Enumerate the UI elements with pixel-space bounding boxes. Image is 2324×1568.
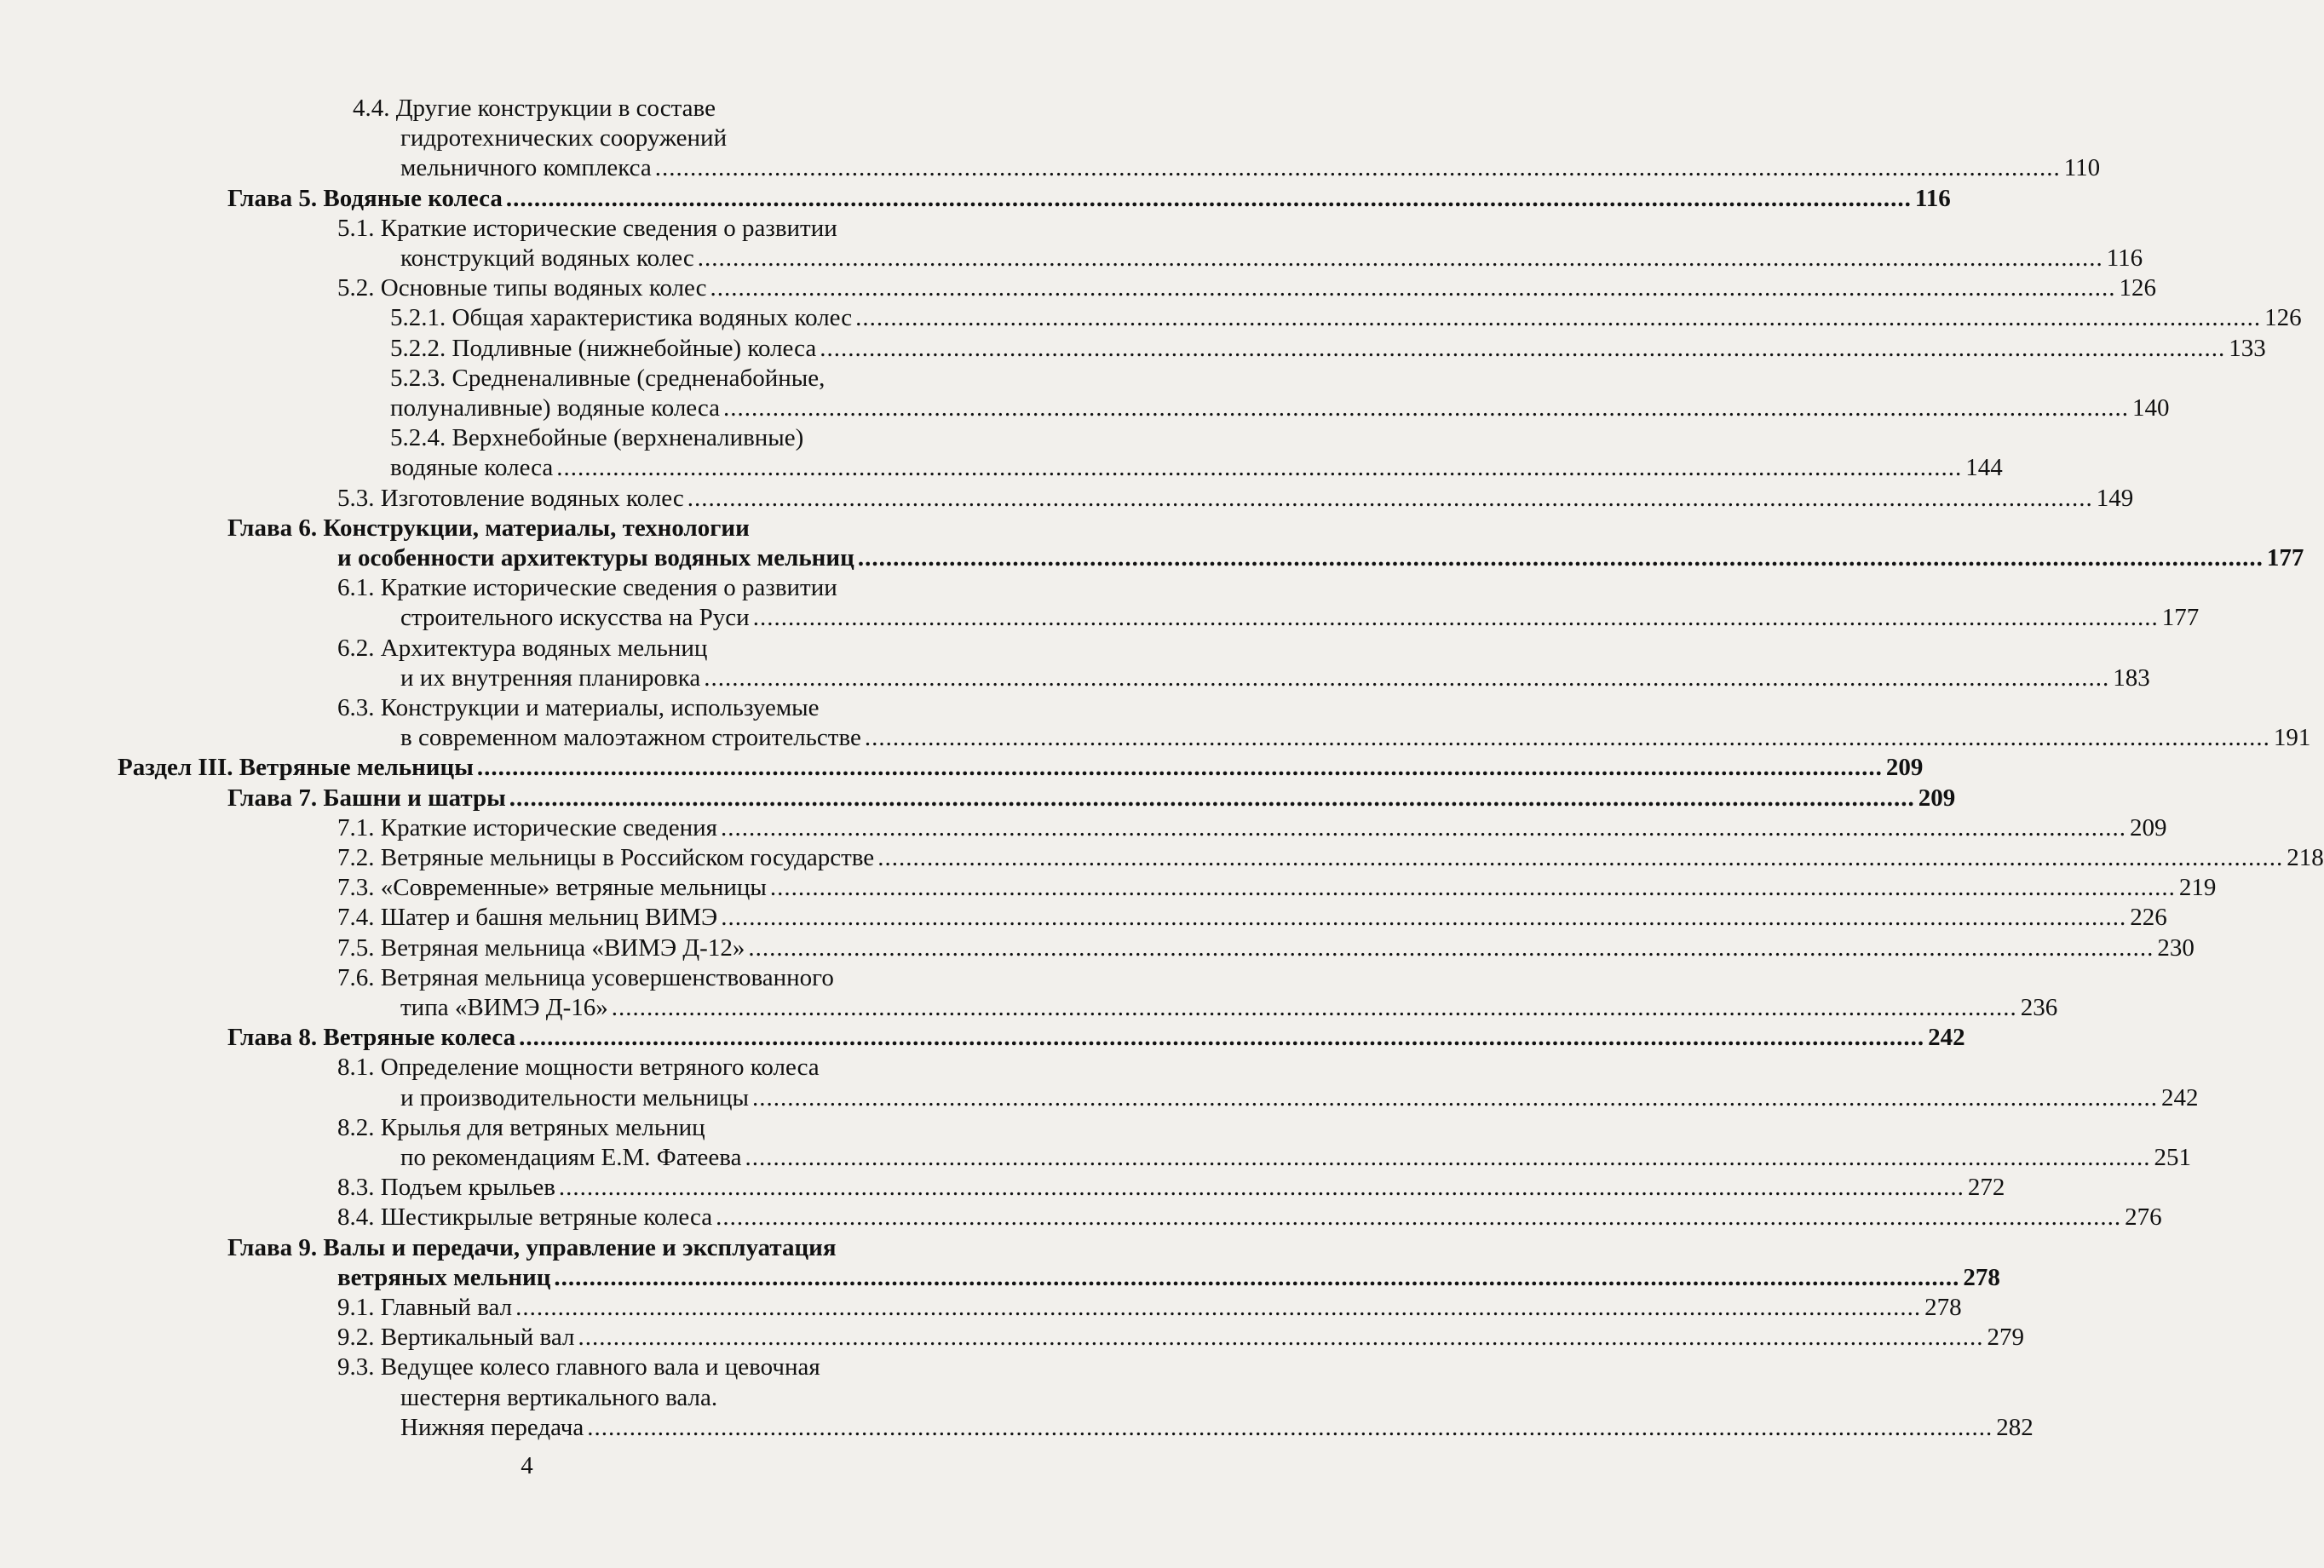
leader-dots: ........................................................................................................................................................................................................	[515, 1294, 1922, 1321]
toc-page-number: 236	[2020, 994, 2058, 1021]
toc-entry-title: 5.3. Изготовление водяных колес	[337, 484, 684, 512]
toc-entry-title: Глава 8. Ветряные колеса	[227, 1024, 516, 1052]
toc-entry-title: водяные колеса	[390, 454, 554, 482]
toc-entry-line	[0, 963, 1054, 993]
toc-page-number: 251	[2154, 1144, 2191, 1171]
toc-page-number: 219	[2178, 874, 2217, 902]
toc-page-number: 278	[1924, 1294, 1962, 1321]
leader-dots: ........................................................................................................................................................................................................	[721, 813, 2126, 841]
toc-entry-line	[0, 723, 2311, 753]
toc-page-number: 226	[2130, 904, 2167, 932]
toc-page-number: 209	[2130, 813, 2167, 841]
leader-dots: ........................................................................................................................................................................................................	[519, 1024, 1925, 1052]
toc-page-number: 116	[1914, 184, 1951, 212]
toc-entry-line	[0, 753, 1924, 783]
toc-entry-title: 7.5. Ветряная мельница «ВИМЭ Д-12»	[337, 933, 745, 962]
toc-page-number: 279	[1987, 1324, 2024, 1352]
toc-entry-line	[0, 184, 1951, 214]
leader-dots: ........................................................................................................................................................................................................	[611, 994, 2017, 1021]
toc-entry-title: шестерня вертикального вала.	[400, 1383, 718, 1411]
toc-entry-title: мельничного комплекса	[400, 154, 652, 182]
toc-entry-line	[0, 873, 2217, 903]
toc-entry-line	[0, 153, 2101, 183]
toc-entry-line	[0, 1383, 1054, 1413]
leader-dots: ........................................................................................................................................................................................................	[857, 544, 2264, 571]
leader-dots: ........................................................................................................................................................................................................	[716, 1203, 2122, 1232]
toc-entry-line	[0, 1353, 1054, 1382]
leader-dots: ........................................................................................................................................................................................................	[505, 184, 1912, 212]
toc-page-number: 177	[2266, 544, 2304, 571]
toc-page-number: 282	[1996, 1413, 2034, 1441]
toc-entry-line	[0, 543, 2304, 573]
toc-page-number: 126	[2264, 304, 2302, 332]
toc-entry-title: по рекомендациям Е.М. Фатеева	[400, 1144, 742, 1171]
leader-dots: ........................................................................................................................................................................................................	[820, 334, 2226, 362]
toc-page-number: 116	[2106, 244, 2143, 272]
toc-entry-line	[0, 843, 2324, 873]
toc-entry-title: 7.3. «Современные» ветряные мельницы	[337, 874, 767, 902]
toc-entry-title: Нижняя передача	[400, 1413, 584, 1441]
toc-page-number: 230	[2157, 933, 2195, 962]
toc-entry-title: Глава 5. Водяные колеса	[227, 184, 503, 212]
toc-entry-title: и производительности мельницы	[400, 1083, 749, 1111]
leader-dots: ........................................................................................................................................................................................................	[556, 454, 1963, 482]
toc-entry-title: строительного искусства на Руси	[400, 604, 750, 632]
leader-dots: ........................................................................................................................................................................................................	[745, 1144, 2151, 1171]
leader-dots: ........................................................................................................................................................................................................	[704, 663, 2110, 692]
toc-entry-line	[0, 1203, 2162, 1232]
leader-dots: ........................................................................................................................................................................................................	[578, 1324, 1984, 1352]
toc-entry-line	[0, 903, 2167, 933]
toc-entry-line	[0, 244, 2143, 273]
toc-page-number: 191	[2273, 724, 2311, 752]
toc-page-number: 140	[2132, 394, 2170, 422]
toc-entry-title: конструкций водяных колес	[400, 244, 694, 272]
leader-dots: ........................................................................................................................................................................................................	[752, 604, 2159, 632]
toc-entry-title: типа «ВИМЭ Д-16»	[400, 994, 608, 1021]
leader-dots: ........................................................................................................................................................................................................	[710, 274, 2116, 302]
leader-dots: ........................................................................................................................................................................................................	[769, 874, 2176, 902]
toc-entry-line	[0, 663, 2150, 693]
toc-page-number: 242	[1928, 1024, 1965, 1052]
leader-dots: ........................................................................................................................................................................................................	[654, 154, 2061, 182]
toc-page-number: 209	[1918, 784, 1956, 812]
toc-entry-line	[0, 423, 1054, 453]
toc-page-number: 272	[1967, 1174, 2005, 1202]
toc-entry-line	[0, 784, 1956, 813]
toc-entry-title: 7.2. Ветряные мельницы в Российском государстве	[337, 844, 875, 871]
toc-entry-title: 6.3. Конструкции и материалы, используемые	[337, 694, 820, 721]
toc-page-number: 144	[1965, 454, 2003, 482]
leader-dots: ........................................................................................................................................................................................................	[864, 724, 2270, 752]
toc-entry-title: 4.4. Другие конструкции в составе	[353, 95, 716, 122]
toc-entry-line	[0, 123, 1054, 153]
toc-entry-line	[0, 603, 2200, 633]
toc-entry-title: 5.2. Основные типы водяных колес	[337, 274, 707, 302]
toc-entry-title: 8.2. Крылья для ветряных мельниц	[337, 1113, 705, 1141]
toc-entry-title: Глава 9. Валы и передачи, управление и эксплуатация	[227, 1233, 837, 1261]
toc-entry-title: Раздел III. Ветряные мельницы	[118, 754, 474, 782]
toc-entry-title: 8.3. Подъем крыльев	[337, 1174, 555, 1202]
leader-dots: ........................................................................................................................................................................................................	[558, 1174, 1964, 1202]
toc-entry-title: гидротехнических сооружений	[400, 124, 728, 152]
leader-dots: ........................................................................................................................................................................................................	[723, 394, 2129, 422]
toc-entry-line	[0, 334, 2266, 364]
toc-entry-title: Глава 6. Конструкции, материалы, технологии	[227, 514, 750, 542]
toc-entry-line	[0, 1023, 1965, 1053]
toc-page-number: 276	[2125, 1203, 2162, 1232]
toc-entry-line	[0, 94, 1054, 123]
toc-entry-title: и их внутренняя планировка	[400, 663, 701, 692]
toc-entry-line	[0, 813, 2167, 843]
toc-entry-line	[0, 993, 2058, 1023]
toc-entry-title: 8.4. Шестикрылые ветряные колеса	[337, 1203, 713, 1232]
toc-entry-title: 9.2. Вертикальный вал	[337, 1324, 575, 1352]
toc-entry-line	[0, 1263, 2000, 1293]
toc-entry-title: 9.1. Главный вал	[337, 1294, 513, 1321]
leader-dots: ........................................................................................................................................................................................................	[748, 933, 2154, 962]
toc-page-number: 183	[2113, 663, 2150, 692]
toc-entry-line	[0, 573, 1054, 603]
toc-entry-line	[0, 273, 2157, 303]
toc-entry-line	[0, 484, 2134, 514]
leader-dots: ........................................................................................................................................................................................................	[687, 484, 2093, 512]
toc-entry-line	[0, 1323, 2024, 1353]
toc-entry-title: 5.1. Краткие исторические сведения о развитии	[337, 214, 837, 242]
toc-entry-line	[0, 1143, 2191, 1173]
toc-entry-title: 8.1. Определение мощности ветряного колеса	[337, 1054, 820, 1082]
toc-entry-title: полуналивные) водяные колеса	[390, 394, 720, 422]
toc-entry-title: 9.3. Ведущее колесо главного вала и цевочная	[337, 1353, 820, 1381]
toc-entry-line	[0, 303, 2302, 333]
leader-dots: ........................................................................................................................................................................................................	[587, 1413, 1993, 1441]
toc-entry-title: 5.2.1. Общая характеристика водяных колес	[390, 304, 853, 332]
toc-entry-title: 7.6. Ветряная мельница усовершенствованного	[337, 963, 834, 991]
toc-page-number: 133	[2229, 334, 2266, 362]
toc-page-number: 218	[2287, 844, 2324, 871]
toc-entry-title: 5.2.4. Верхнебойные (верхненаливные)	[390, 424, 804, 452]
toc-page-number: 177	[2161, 604, 2200, 632]
toc-entry-title: Глава 7. Башни и шатры	[227, 784, 506, 812]
toc-entry-line	[0, 453, 2003, 483]
toc-entry-line	[0, 1233, 1054, 1263]
toc-page-number: 126	[2119, 274, 2157, 302]
leader-dots: ........................................................................................................................................................................................................	[721, 904, 2127, 932]
toc-page-number: 209	[1885, 754, 1924, 782]
toc-entry-title: 6.1. Краткие исторические сведения о развитии	[337, 574, 837, 602]
page-number: 4	[521, 1452, 533, 1479]
toc-entry-line	[0, 1113, 1054, 1143]
toc-entry-line	[0, 514, 1054, 543]
toc-entry-line	[0, 693, 1054, 723]
toc-page-number: 149	[2096, 484, 2134, 512]
toc-entry-line	[0, 393, 2170, 423]
toc-entry-line	[0, 214, 1054, 244]
toc-entry-line	[0, 634, 1054, 663]
leader-dots: ........................................................................................................................................................................................................	[476, 754, 1883, 782]
leader-dots: ........................................................................................................................................................................................................	[554, 1263, 1960, 1291]
toc-entry-line	[0, 933, 2195, 963]
toc-entry-title: 5.2.3. Средненаливные (средненабойные,	[390, 364, 825, 392]
toc-entry-title: и особенности архитектуры водяных мельниц	[337, 544, 854, 571]
toc-entry-line	[0, 1053, 1054, 1083]
toc-entry-title: ветряных мельниц	[337, 1263, 551, 1291]
leader-dots: ........................................................................................................................................................................................................	[751, 1083, 2158, 1111]
toc-entry-line	[0, 1413, 2034, 1443]
toc-page-number: 278	[1963, 1263, 2000, 1291]
toc-page-number: 110	[2063, 154, 2101, 182]
toc-entry-line	[0, 1173, 2005, 1203]
leader-dots: ........................................................................................................................................................................................................	[855, 304, 2262, 332]
toc-entry-title: 7.1. Краткие исторические сведения	[337, 813, 717, 841]
leader-dots: ........................................................................................................................................................................................................	[697, 244, 2103, 272]
toc-page-number: 242	[2160, 1083, 2199, 1111]
toc-entry-line	[0, 1293, 1962, 1323]
toc-entry-title: 7.4. Шатер и башня мельниц ВИМЭ	[337, 904, 718, 932]
toc-entry-line	[0, 1083, 2199, 1113]
toc-entry-title: 5.2.2. Подливные (нижнебойные) колеса	[390, 334, 817, 362]
leader-dots: ........................................................................................................................................................................................................	[509, 784, 1915, 812]
toc-entry-title: в современном малоэтажном строительстве	[400, 724, 861, 752]
toc-entry-title: 6.2. Архитектура водяных мельниц	[337, 634, 708, 662]
leader-dots: ........................................................................................................................................................................................................	[877, 844, 2284, 871]
toc-entry-line	[0, 364, 1054, 393]
